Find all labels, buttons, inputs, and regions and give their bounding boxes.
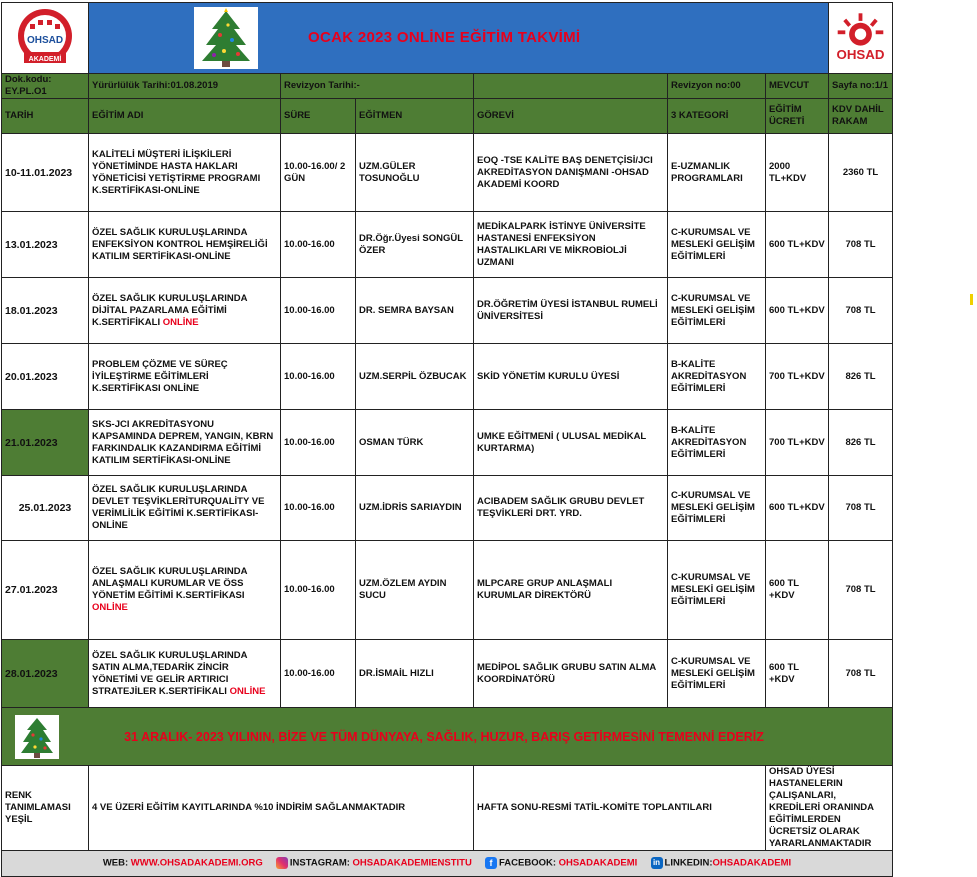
title-cell (89, 3, 829, 74)
legend-weekend: HAFTA SONU-RESMİ TATİL-KOMİTE TOPLANTILARI (474, 766, 766, 851)
row-trainer: UZM.SERPİL ÖZBUCAK (356, 344, 474, 410)
banner-row (2, 708, 893, 766)
facebook-icon: f (485, 857, 497, 869)
svg-text:AKADEMİ: AKADEMİ (28, 56, 62, 63)
row-category: C-KURUMSAL VE MESLEKİ GELİŞİM EĞİTİMLERİ (668, 541, 766, 640)
facebook-link[interactable]: OHSADAKADEMI (558, 857, 638, 869)
table-row (2, 410, 893, 476)
page-number: Sayfa no:1/1 (829, 74, 893, 99)
row-duration: 10.00-16.00 (281, 212, 356, 278)
row-total: 708 TL (829, 476, 893, 541)
training-calendar-table (1, 2, 893, 877)
row-date: 25.01.2023 (2, 476, 89, 541)
table-row (2, 212, 893, 278)
row-training-name: ÖZEL SAĞLIK KURULUŞLARINDA ANLAŞMALI KURUMLAR VE ÖSS YÖNETİM EĞİTİMİ K.SERTİFİKASI ONLİNE (89, 541, 281, 640)
row-role: MLPCARE GRUP ANLAŞMALI KURUMLAR DİREKTÖRÜ (474, 541, 668, 640)
row-duration: 10.00-16.00 (281, 541, 356, 640)
row-total: 708 TL (829, 212, 893, 278)
row-role: MEDİKALPARK İSTİNYE ÜNİVERSİTE HASTANESİ ENFEKSİYON HASTALIKLARI VE MİKROBİOLJİ UZMANI (474, 212, 668, 278)
row-fee: 700 TL+KDV (766, 410, 829, 476)
row-date: 20.01.2023 (2, 344, 89, 410)
row-date: 28.01.2023 (2, 640, 89, 708)
row-training-name: ÖZEL SAĞLIK KURULUŞLARINDA DEVLET TEŞVİKLERİTURQUALİTY VE VERİMLİLİK EĞİTİMİ K.SERTİFİKASI-ONLİNE (89, 476, 281, 541)
linkedin-link[interactable]: OHSADAKADEMI (712, 857, 792, 869)
row-duration: 10.00-16.00 (281, 640, 356, 708)
row-total: 826 TL (829, 344, 893, 410)
row-training-name: SKS-JCI AKREDİTASYONU KAPSAMINDA DEPREM, YANGIN, KBRN FARKINDALIK KAZANDIRMA EĞİTİMİ KATILIM SERTİFİKASI-ONLİNE (89, 410, 281, 476)
svg-text:OHSAD: OHSAD (836, 46, 885, 62)
row-fee: 2000 TL+KDV (766, 134, 829, 212)
row-total: 2360 TL (829, 134, 893, 212)
row-fee: 600 TL+KDV (766, 476, 829, 541)
col-header-role: GÖREVİ (474, 99, 668, 134)
instagram-link[interactable]: OHSADAKADEMIENSTITU (352, 857, 472, 869)
page-title: OCAK 2023 ONLİNE EĞİTİM TAKVİMİ (308, 29, 581, 46)
revision-no: Revizyon no:00 (668, 74, 766, 99)
col-header-trainer: EĞİTMEN (356, 99, 474, 134)
yellow-mark (970, 294, 973, 305)
col-header-category: 3 KATEGORİ (668, 99, 766, 134)
row-category: B-KALİTE AKREDİTASYON EĞİTİMLERİ (668, 344, 766, 410)
row-category: C-KURUMSAL VE MESLEKİ GELİŞİM EĞİTİMLERİ (668, 640, 766, 708)
svg-text:OHSAD: OHSAD (26, 35, 64, 46)
table-row (2, 278, 893, 344)
ohsad-sun-logo-icon (832, 8, 889, 68)
ohsad-akademi-logo-icon (10, 6, 80, 70)
row-category: E-UZMANLIK PROGRAMLARI (668, 134, 766, 212)
row-role: DR.ÖĞRETİM ÜYESİ İSTANBUL RUMELİ ÜNİVERSİTESİ (474, 278, 668, 344)
mevcut-label: MEVCUT (766, 74, 829, 99)
col-header-date: TARİH (2, 99, 89, 134)
row-training-name: ÖZEL SAĞLIK KURULUŞLARINDA ENFEKSİYON KONTROL HEMŞİRELİĞİ KATILIM SERTİFİKASI-ONLİNE (89, 212, 281, 278)
row-total: 708 TL (829, 541, 893, 640)
row-category: C-KURUMSAL VE MESLEKİ GELİŞİM EĞİTİMLERİ (668, 278, 766, 344)
row-total: 708 TL (829, 640, 893, 708)
row-date: 18.01.2023 (2, 278, 89, 344)
instagram-icon (276, 857, 288, 869)
new-year-banner: 31 ARALIK- 2023 YILININ, BİZE VE TÜM DÜNYAYA, SAĞLIK, HUZUR, BARIŞ GETİRMESİNİ TEMENNİ EDERİZ (124, 729, 764, 744)
row-duration: 10.00-16.00 (281, 476, 356, 541)
row-training-name: ÖZEL SAĞLIK KURULUŞLARINDA SATIN ALMA,TEDARİK ZİNCİR YÖNETİMİ VE GELİR ARTIRICI STRATEJİLER K.SERTİFİKALI ONLİNE (89, 640, 281, 708)
legend-label: RENK TANIMLAMASI YEŞİL (2, 766, 89, 851)
row-role: SKİD YÖNETİM KURULU ÜYESİ (474, 344, 668, 410)
footer-cell (2, 851, 893, 877)
row-duration: 10.00-16.00 (281, 278, 356, 344)
row-date: 21.01.2023 (2, 410, 89, 476)
row-duration: 10.00-16.00 (281, 410, 356, 476)
meta-empty (474, 74, 668, 99)
row-total: 708 TL (829, 278, 893, 344)
row-training-name: KALİTELİ MÜŞTERİ İLİŞKİLERİ YÖNETİMİNDE HASTA HAKLARI YÖNETİCİSİ YETİŞTİRME PROGRAMI K.SERTİFİKASI-ONLİNE (89, 134, 281, 212)
table-row (2, 344, 893, 410)
row-role: MEDİPOL SAĞLIK GRUBU SATIN ALMA KOORDİNATÖRÜ (474, 640, 668, 708)
effective-date: Yürürlülük Tarihi:01.08.2019 (89, 74, 281, 99)
col-header-duration: SÜRE (281, 99, 356, 134)
row-fee: 600 TL +KDV (766, 640, 829, 708)
footer-row (2, 851, 893, 877)
row-category: C-KURUMSAL VE MESLEKİ GELİŞİM EĞİTİMLERİ (668, 476, 766, 541)
col-header-fee: EĞİTİM ÜCRETİ (766, 99, 829, 134)
row-category: C-KURUMSAL VE MESLEKİ GELİŞİM EĞİTİMLERİ (668, 212, 766, 278)
legend-row (2, 766, 893, 851)
row-trainer: UZM.İDRİS SARIAYDIN (356, 476, 474, 541)
row-trainer: OSMAN TÜRK (356, 410, 474, 476)
christmas-tree-small-icon (15, 715, 59, 759)
legend-members: OHSAD ÜYESİ HASTANELERIN ÇALIŞANLARI, KREDİLERİ ORANINDA EĞİTİMLERDEN ÜCRETSİZ OLARAK YARARLANMAKTADIR (766, 766, 893, 851)
table-row (2, 134, 893, 212)
row-duration: 10.00-16.00/ 2 GÜN (281, 134, 356, 212)
christmas-tree-icon (194, 7, 258, 69)
row-role: ACIBADEM SAĞLIK GRUBU DEVLET TEŞVİKLERİ DRT. YRD. (474, 476, 668, 541)
legend-discount: 4 VE ÜZERİ EĞİTİM KAYITLARINDA %10 İNDİRİM SAĞLANMAKTADIR (89, 766, 474, 851)
row-fee: 600 TL+KDV (766, 212, 829, 278)
row-trainer: DR.Öğr.Üyesi SONGÜL ÖZER (356, 212, 474, 278)
banner-cell (2, 708, 893, 766)
revision-date: Revizyon Tarihi:- (281, 74, 474, 99)
linkedin-label: LINKEDIN: (664, 857, 713, 869)
row-category: B-KALİTE AKREDİTASYON EĞİTİMLERİ (668, 410, 766, 476)
meta-row (2, 74, 893, 99)
web-link[interactable]: WWW.OHSADAKADEMI.ORG (130, 857, 263, 869)
facebook-label: FACEBOOK: (499, 857, 559, 869)
row-fee: 700 TL+KDV (766, 344, 829, 410)
column-header-row (2, 99, 893, 134)
row-training-name: ÖZEL SAĞLIK KURULUŞLARINDA DİJİTAL PAZARLAMA EĞİTİMİ K.SERTİFİKALI ONLİNE (89, 278, 281, 344)
row-date: 27.01.2023 (2, 541, 89, 640)
ohsad-akademi-logo (2, 3, 89, 74)
row-duration: 10.00-16.00 (281, 344, 356, 410)
row-fee: 600 TL+KDV (766, 278, 829, 344)
row-role: EOQ -TSE KALİTE BAŞ DENETÇİSİ/JCI AKREDİTASYON DANIŞMANI -OHSAD AKADEMİ KOORD (474, 134, 668, 212)
row-total: 826 TL (829, 410, 893, 476)
row-trainer: DR.İSMAİL HIZLI (356, 640, 474, 708)
col-header-total: KDV DAHİL RAKAM (829, 99, 893, 134)
table-row (2, 541, 893, 640)
row-role: UMKE EĞİTMENİ ( ULUSAL MEDİKAL KURTARMA) (474, 410, 668, 476)
web-label: WEB: (102, 857, 131, 869)
row-fee: 600 TL +KDV (766, 541, 829, 640)
instagram-label: INSTAGRAM: (289, 857, 353, 869)
row-date: 13.01.2023 (2, 212, 89, 278)
row-trainer: DR. SEMRA BAYSAN (356, 278, 474, 344)
row-date: 10-11.01.2023 (2, 134, 89, 212)
table-row (2, 476, 893, 541)
ohsad-logo-right (829, 3, 893, 74)
table-row (2, 640, 893, 708)
row-training-name: PROBLEM ÇÖZME VE SÜREÇ İYİLEŞTİRME EĞİTİMLERİ K.SERTİFİKASI ONLİNE (89, 344, 281, 410)
col-header-name: EĞİTİM ADI (89, 99, 281, 134)
doc-code: Dok.kodu: EY.PL.O1 (2, 74, 89, 99)
row-trainer: UZM.ÖZLEM AYDIN SUCU (356, 541, 474, 640)
linkedin-icon: in (651, 857, 663, 869)
row-trainer: UZM.GÜLER TOSUNOĞLU (356, 134, 474, 212)
